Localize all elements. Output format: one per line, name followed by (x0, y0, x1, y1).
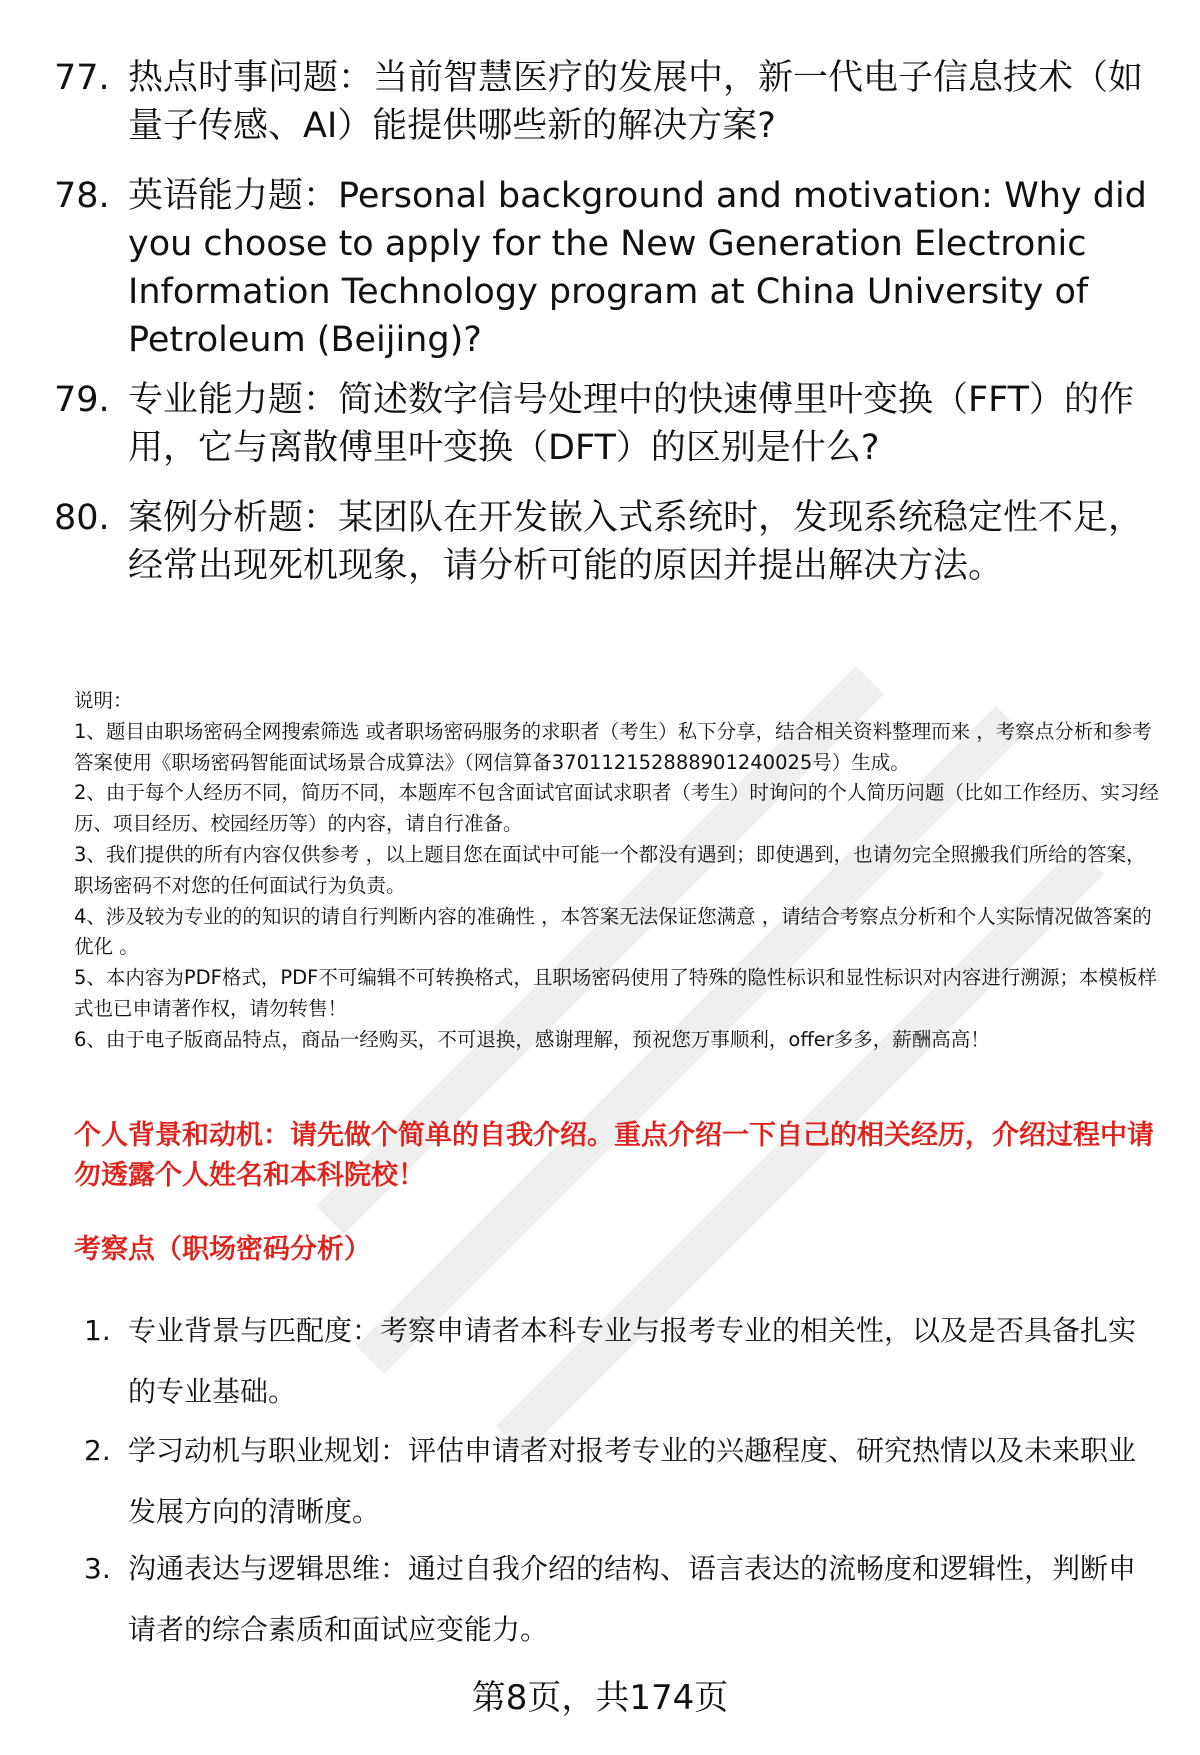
point-text: 沟通表达与逻辑思维：通过自我介绍的结构、语言表达的流畅度和逻辑性，判断申请者的综合素质和面试应变能力。 (128, 1552, 1137, 1646)
question-text: 英语能力题：Personal background and motivation: Why did you choose to apply for the New Generation Electronic Information Technology program at China University of Petroleum (Beijing)? (128, 176, 1147, 360)
point-text: 学习动机与职业规划：评估申请者对报考专业的兴趣程度、研究热情以及未来职业发展方向的清晰度。 (128, 1434, 1137, 1528)
note-item: 1、题目由职场密码全网搜索筛选 或者职场密码服务的求职者（考生）私下分享，结合相关资料整理而来 ，考察点分析和参考答案使用《职场密码智能面试场景合成算法》（网信算备370112152888901240025号）生成。 (74, 719, 1152, 774)
question-number: 80. (54, 498, 110, 538)
assessment-point-1 (84, 1300, 1154, 1422)
question-77 (54, 54, 1154, 150)
question-text: 热点时事问题：当前智慧医疗的发展中，新一代电子信息技术（如量子传感、AI）能提供哪些新的解决方案? (128, 58, 1144, 146)
section-subtitle: 考察点（职场密码分析） (74, 1234, 371, 1265)
point-number: 2. (84, 1434, 111, 1467)
notes-heading: 说明： (74, 689, 133, 712)
point-number: 3. (84, 1552, 111, 1585)
point-number: 1. (84, 1314, 111, 1347)
assessment-point-2 (84, 1420, 1154, 1542)
section-title: 个人背景和动机：请先做个简单的自我介绍。重点介绍一下自己的相关经历，介绍过程中请勿透露个人姓名和本科院校！ (74, 1120, 1154, 1191)
question-number: 79. (54, 380, 110, 420)
assessment-point-3 (84, 1538, 1154, 1660)
note-item: 5、本内容为PDF格式，PDF不可编辑不可转换格式，且职场密码使用了特殊的隐性标识和显性标识对内容进行溯源；本模板样式也已申请著作权，请勿转售！ (74, 966, 1157, 1020)
note-item: 3、我们提供的所有内容仅供参考 ，以上题目您在面试中可能一个都没有遇到；即使遇到，也请勿完全照搬我们所给的答案，职场密码不对您的任何面试行为负责。 (74, 842, 1146, 897)
disclaimer-notes (74, 686, 1164, 1056)
page-number: 第8页，共174页 (471, 1678, 729, 1718)
note-item: 4、涉及较为专业的的知识的请自行判断内容的准确性 ，本答案无法保证您满意 ，请结合考察点分析和个人实际情况做答案的优化 。 (74, 904, 1152, 959)
note-item: 6、由于电子版商品特点，商品一经购买，不可退换，感谢理解，预祝您万事顺利，offer多多，薪酬高高！ (74, 1027, 990, 1051)
question-text: 案例分析题：某团队在开发嵌入式系统时，发现系统稳定性不足，经常出现死机现象，请分析可能的原因并提出解决方法。 (128, 498, 1144, 586)
note-item: 2、由于每个人经历不同，简历不同，本题库不包含面试官面试求职者（考生）时询问的个人简历问题（比如工作经历、实习经历、项目经历、校园经历等）的内容，请自行准备。 (74, 781, 1159, 836)
question-80 (54, 494, 1154, 590)
point-text: 专业背景与匹配度：考察申请者本科专业与报考专业的相关性，以及是否具备扎实的专业基础。 (128, 1314, 1137, 1408)
question-79 (54, 376, 1154, 472)
question-number: 77. (54, 58, 110, 98)
question-text: 专业能力题：简述数字信号处理中的快速傅里叶变换（FFT）的作用，它与离散傅里叶变换（DFT）的区别是什么? (128, 380, 1135, 468)
question-78 (54, 172, 1154, 364)
question-number: 78. (54, 176, 110, 216)
